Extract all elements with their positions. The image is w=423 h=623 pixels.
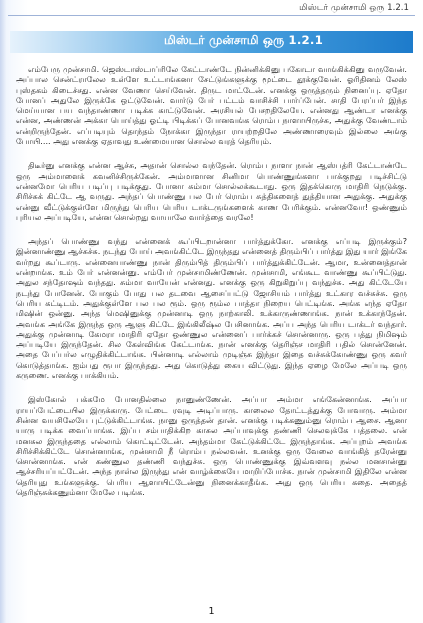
paragraph-3: அந்தப் பொண்ணு வந்து என்னைக் கூப்பிடறான்னா பார்த்துக்கோ. எனக்கு எப்படி இருக்கும்? இன்னாண்ணு ஆச்சுச்சு. நடந்து போய் அவங்கிட்டே இருந்தது என்னைத் திரும்பிப் பார்த்து இது யார் இங்கே வர்றது கூப்டாரு. என்னையாண்ணு நான் திரும்பித் திரும்பிப் பார்த்துக்கிட்டேன். ஆமா, உன்னைத்தான் என்றாங்க. உம் பேர் என்னன்னு. எம்பேர் முன்சாமிண்ணேன். முன்சாமி, எங்கூட வாண்ணு கூப்பிட்டுது. அதுல சந்தோஷம் வந்தது. சும்மா வாயேன் என்னது. எனக்கு ஒரு கிறுகிறுப்பு வந்துச்சு. அது கிட்டேயே நடந்து போனேன். போகும் போது பல தடவை ஆசைப்பட்டு ஜோசியம் பார்த்து உட்கார வச்சுச்சு. ஒரு பெரிய கட்டிடம். அதுக்குள்ளே பல பல ரூம். ஒரு ரூம்ல பாத்தா நிறைய பெட்டிங்க. அங்க எந்த ஏதோ மிஷின் ஒன்னு. அந்த மெஷினுக்கு முன்னாடி ஒரு நாற்காலி. உக்காருண்ணாங்க. நான் உக்காந்தேன். அவங்க அங்கே இருந்த ஒரு ஆளு கிட்டே இங்கிலீஷ்ல பேசினாங்க. அப்ப அந்த பெரிய டாக்டர் வந்தார். அதுக்கு முன்னாடி கேமரா மாதிரி ஏதோ ஒண்ணுல என்னைப் பார்க்கச் சொன்னாரு. ஒரு பத்து நிமிஷம் அப்படியே இருந்தேன். சில கேள்விங்க கேட்டாங்க. நான் எனக்கு தெரிஞ்ச மாதிரி பதில் சொன்னேன். அதை பேப்பர்ல எழுதிக்கிட்டாங்க. பின்னாடி எல்லாம் முடிஞ்சு இந்தா இதை வச்சுக்கோண்ணு ஒரு கவர் கொடுத்தாங்க. ஐம்பது ரூபா இருந்தது. அது கொடுத்து கைய விட்டுது. இந்த ஏழை மேலே அப்படி ஒரு கருணை. எனக்கு பாக்கியம். <box>16 236 407 381</box>
title-banner <box>10 31 413 53</box>
paragraph-1: எம்பேரு முன்சாமி. ஜெஸ்டாஸ்டாப்ரிலே கேட்டாண்டே நின்னிக்கினு பகோடா வாங்கிக்கினு வருவேன். அப்பால சென்ட்ராலேல உள்ளே உட்டாங்கனா சேட்டுங்களுக்கு மூட்டை தூக்குவேன். ஓரிதினம் லேஸ் புஸ்தகம் கிடைச்சது. என்ன வேணா செய்வேன். திருட மாட்டேன். எனக்கு ஒருத்தரும் நினைப்பு. ஏதோ போனப் அதுலே இருக்கே ஒட்டுவேன். வார்டு பேர் பட்டம் வாசிச்சி பார்ப்பேன். சாதி பேரப்பர் இந்த மெய்யான பய வந்தாண்ணா படிக்க காட்டுவேன். அரசியல் பேசறதிலேயே. என்னது ஆண்டா எனக்கு என்ன, அண்ணன் அக்கா பொய்த்து ஓட்டி பிடிக்கப் போனவங்க ரொம்ப நாளாயிருச்சு, அதுக்கு வேண்டாம் என்றிருந்தேன். எப்படியும் தொந்தம் நோக்கா இருந்தா ராயற்றதிலே அண்ணாரைவும் இல்லை அங்கு போயி.... அது எனக்கு ஏதாவது உண்மையான சொல்ல வரத் தெரியும். <box>16 64 407 147</box>
paragraph-2: திடீர்னு எனக்கு என்ன ஆச்சு, அதான் சொல்ல வந்தேன். ரொம்ப நாளா நான் ஆஸ்பத்ரி கேட்டாண்டே ஒரு அம்மாளைக் கவனிச்சிருக்கேன். அம்மாளான சினிமா பொண்ணுங்களா பாக்குறது படிச்சிட்டு என்னமோ பெரிய படிப்பு படிக்குது. போனா சும்மா சொல்லக்கூடாது. ஒரு இதக்கொரு மாதிரி நெடுக்கு. சிரிச்சுக் கிட்டே ஆ வருது. அந்தப் பொண்ணு பல பேர் ரொம்ப சுத்திகளைத் துத்தியான அதுக்கு. அதுக்கு என்னு வீட்டுக்குள்ளே மிருந்து பெரிய பெரிய டாக்டருங்களைக் காண பேரிக்கும். என்னவோ! ஒண்ணும் புரியல அப்படியே, என்ன சொல்றது வாயாலே வார்த்தை வரலே! <box>16 160 407 222</box>
header-divider <box>8 15 415 16</box>
page-title: மிஸ்டர் முன்சாமி ஒரு 1.2.1 <box>164 33 324 47</box>
story-body <box>16 64 407 604</box>
running-header: மிஸ்டர் முன்சாமி ஒரு 1.2.1 <box>299 3 409 13</box>
page-number: 1 <box>208 606 215 617</box>
page-edge-shading <box>0 0 6 623</box>
paragraph-4: இஸ்கோல் பக்கமே போனதில்லை நானுண்ணேன். அப்பா அம்மா எங்கேன்னாங்க. அப்பா ராயப்பேட்டையில இருக்காரு. பேட்டை ரவுடி அடிப்பாரு. காலைல தோட்டத்துக்கு போவாரு. அம்மா சின்ன வயசிலேயே புட்டுக்கிட்டாங்க. நானு ஒருத்தன் தான். எனக்கு படிக்கணும்னு ரொம்ப ஆசை. ஆனா யாரு படிக்க வைப்பாங்க. இப்ப சம்பாதிக்கிற காசுல அப்பாவுக்கு தண்ணி செலவுக்கே பத்தலை. என் மனசுல இருந்ததை எல்லாம் கொட்டிட்டேன். அந்தம்மா கேட்டுக்கிட்டே இருந்தாங்க. அப்புறம் அவங்க சிரிச்சிக்கிட்டே சொன்னாங்க, முன்சாமி நீ ரொம்ப நல்லவன். உனக்கு ஒரு வேலை வாங்கித் தரேன்னு சொன்னாங்க. என் கண்ணுல தண்ணி வந்துச்சு. ஒரு பொண்ணுக்கு இவ்வளவு நல்ல மனசான்னு ஆச்சரியப்பட்டேன். அந்த நாள்ல இருந்து என் வாழ்க்கையே மாறிப்போச்சு. நான் முன்சாமி இதிலே என்ன தெரியுது உங்களுக்கு. பெரிய ஆளாயிட்டேன்னு நினைக்காதீங்க. அது ஒரு பெரிய கதை. அதைத் தெரிஞ்சுக்கணும்னா மேலே படிங்க. <box>16 394 407 497</box>
